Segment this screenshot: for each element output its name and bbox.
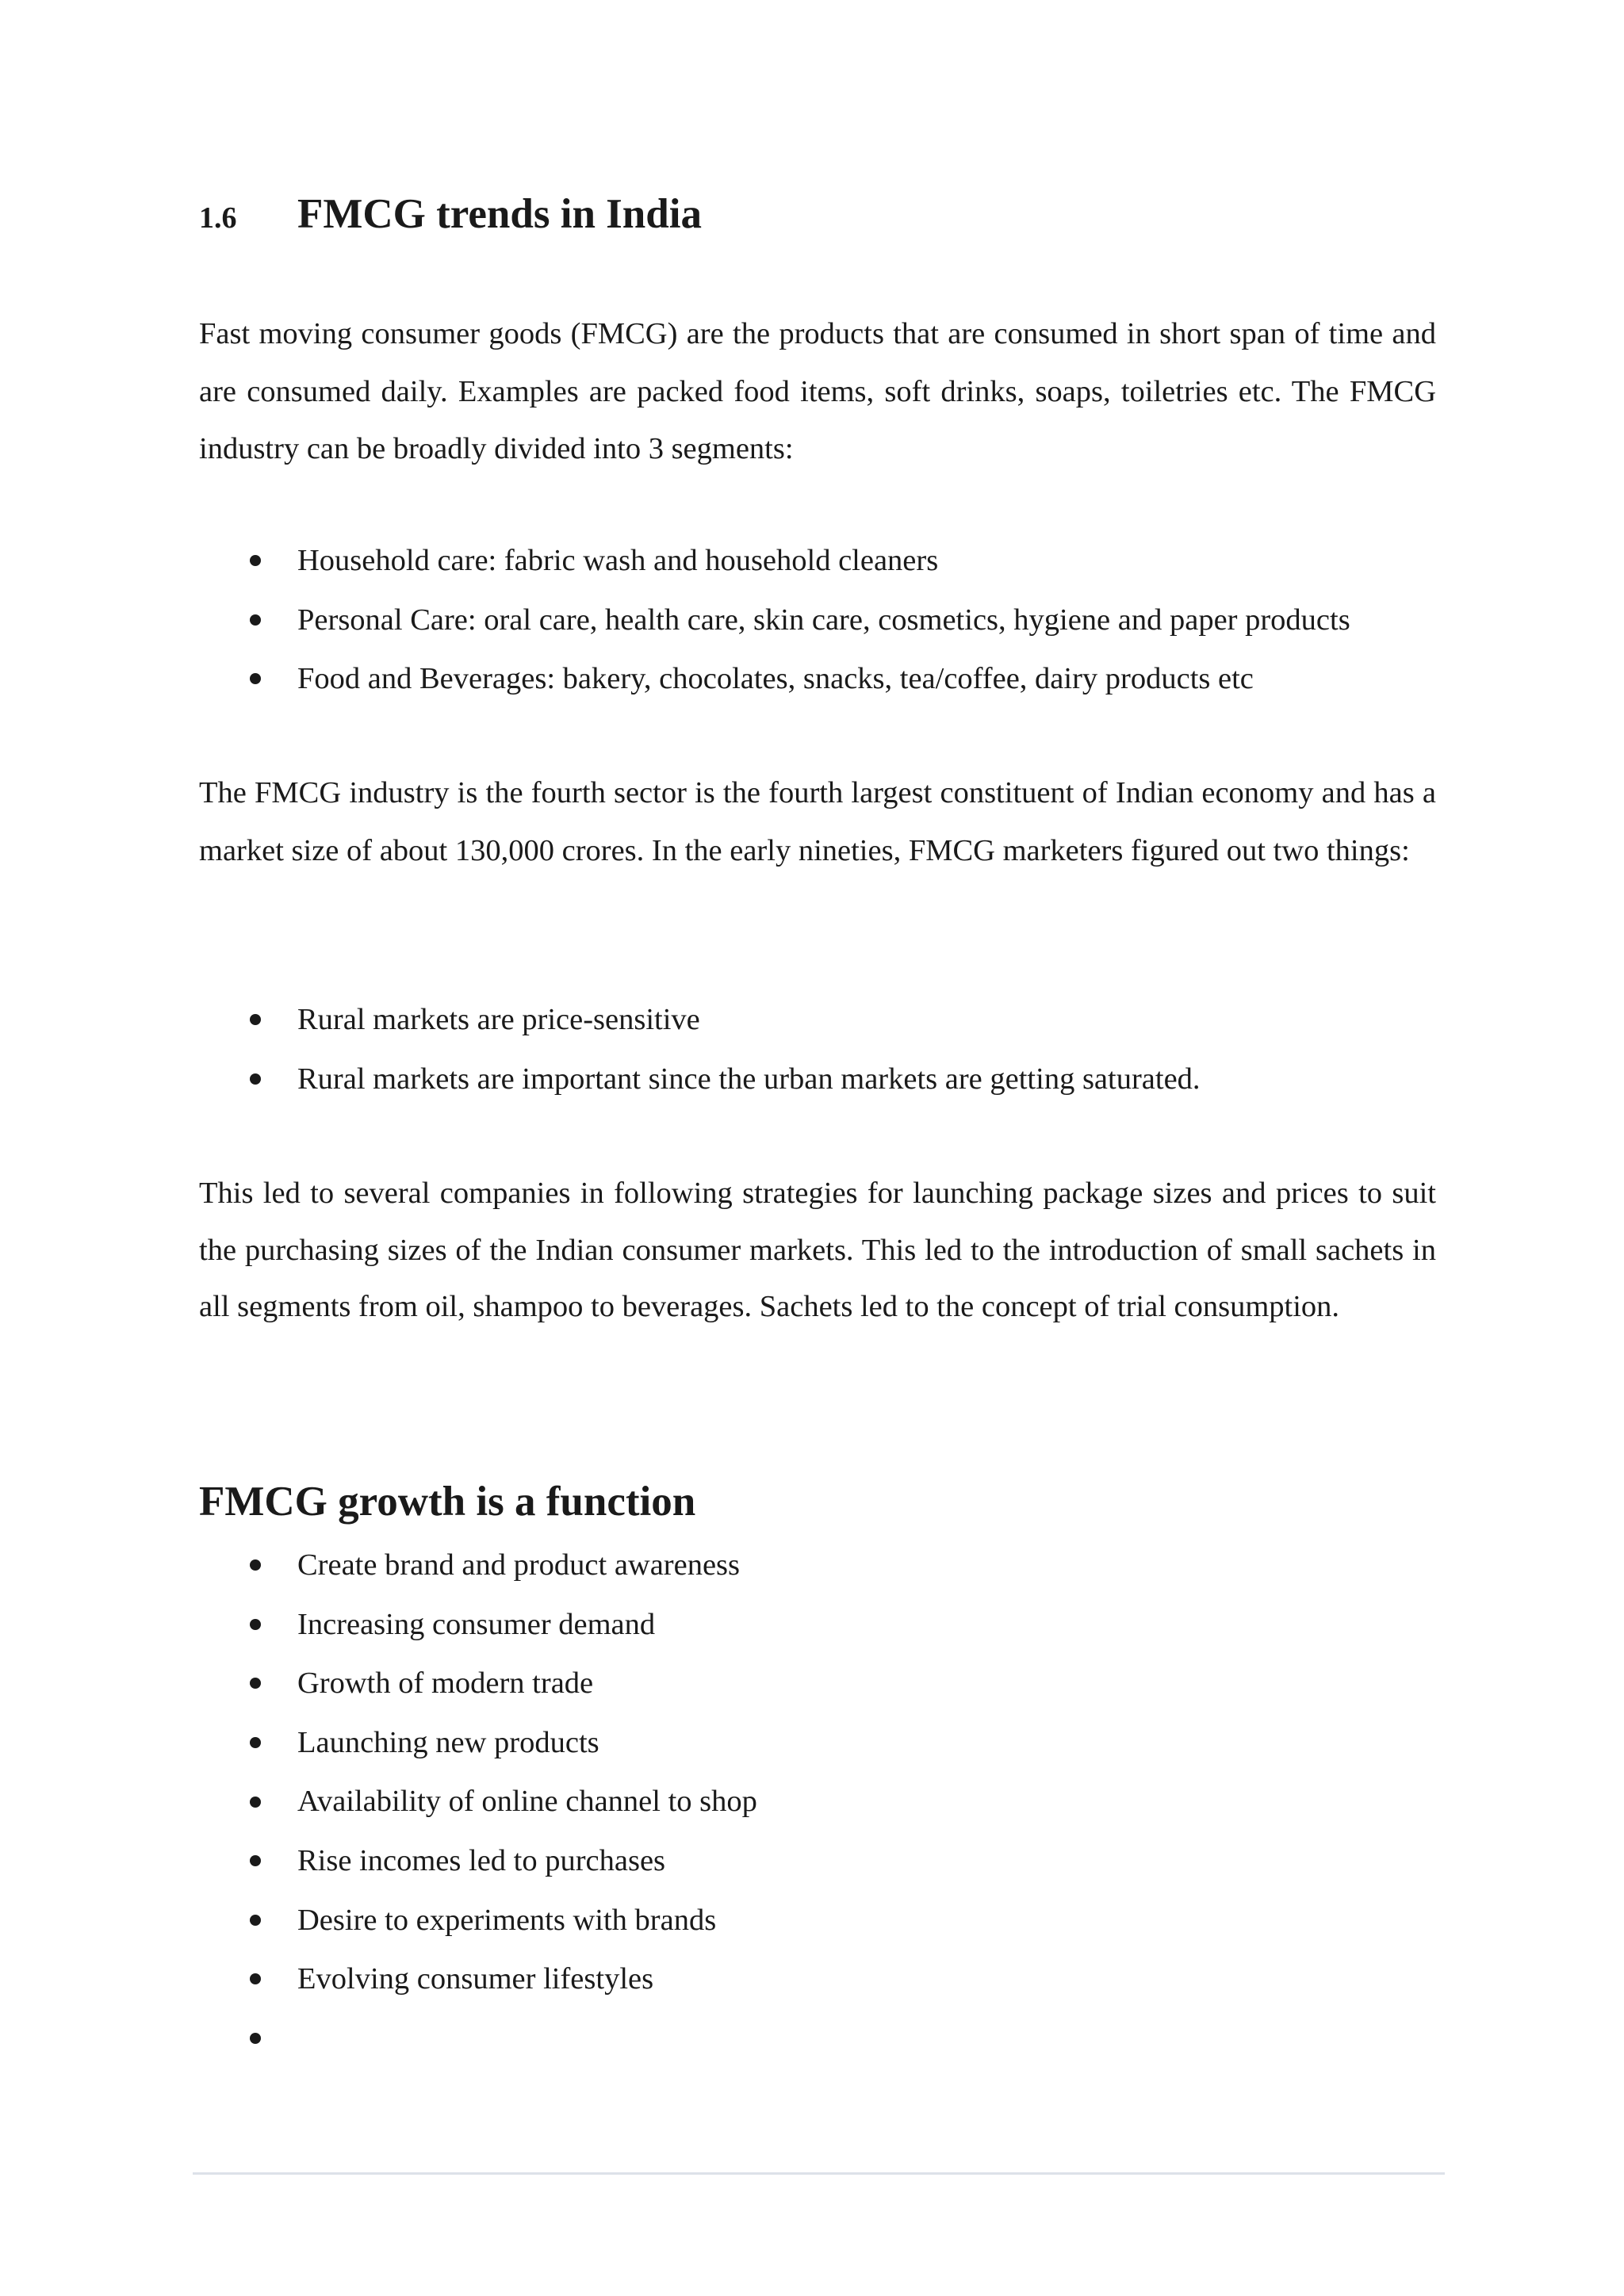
bullet-icon: [250, 1678, 261, 1689]
list-item: [199, 1654, 757, 1713]
bullet-icon: [250, 2033, 261, 2044]
bullet-icon: [250, 1797, 261, 1808]
list-item-text: Increasing consumer demand: [297, 1607, 656, 1641]
bullet-icon: [250, 1619, 261, 1630]
list-item: [199, 990, 1201, 1050]
list-item: [199, 649, 1350, 709]
list-item: [199, 1891, 757, 1950]
strategy-paragraph: This led to several companies in following strategies for launching package sizes and prices to suit the purchasing sizes of the Indian consumer markets. This led to the introduction of small sachets in all segments from oil, shampoo to beverages. Sachets led to the concept of trial consumption.: [199, 1177, 1436, 1323]
bullet-icon: [250, 1737, 261, 1748]
bullet-icon: [250, 673, 261, 684]
industry-paragraph: The FMCG industry is the fourth sector is the fourth largest constituent of Indian economy and has a market size of about 130,000 crores. In the early nineties, FMCG marketers figured out two things:: [199, 776, 1436, 867]
bullet-icon: [250, 1014, 261, 1025]
growth-heading: FMCG growth is a function: [199, 1479, 696, 1525]
list-item-text: Personal Care: oral care, health care, skin care, cosmetics, hygiene and paper products: [297, 603, 1350, 637]
list-item-text: Launching new products: [297, 1725, 599, 1759]
bullet-icon: [250, 614, 261, 626]
list-item-text: Availability of online channel to shop: [297, 1785, 757, 1819]
bullet-icon: [250, 1973, 261, 1984]
bullet-icon: [250, 1073, 261, 1085]
list-item: [199, 2009, 757, 2068]
growth-list: [199, 1536, 757, 2068]
segments-list: [199, 531, 1350, 709]
list-item: [199, 1536, 757, 1595]
bullet-icon: [250, 1855, 261, 1866]
list-item: [199, 1772, 757, 1831]
bullet-icon: [250, 555, 261, 566]
list-item-text: Rural markets are important since the urban markets are getting saturated.: [297, 1062, 1201, 1096]
list-item: [199, 1950, 757, 2009]
list-item: [199, 531, 1350, 591]
bullet-icon: [250, 1915, 261, 1926]
list-item-text: Create brand and product awareness: [297, 1548, 741, 1582]
insights-list: [199, 990, 1201, 1108]
section-heading: [199, 190, 702, 238]
list-item: [199, 1831, 757, 1891]
section-title: FMCG trends in India: [297, 191, 702, 237]
list-item-text: Rural markets are price-sensitive: [297, 1003, 700, 1036]
list-item: [199, 1595, 757, 1655]
list-item-text: Desire to experiments with brands: [297, 1903, 717, 1937]
list-item-text: Household care: fabric wash and household cleaners: [297, 544, 939, 577]
list-item-text: Evolving consumer lifestyles: [297, 1962, 654, 1996]
bullet-icon: [250, 1559, 261, 1571]
intro-paragraph: Fast moving consumer goods (FMCG) are the products that are consumed in short span of time and are consumed daily. Examples are packed food items, soft drinks, soaps, toiletries etc. The FMCG industry can be broadly divided into 3 segments:: [199, 317, 1436, 465]
list-item: [199, 591, 1350, 650]
footer-divider: [193, 2172, 1445, 2175]
list-item-text: Food and Beverages: bakery, chocolates, snacks, tea/coffee, dairy products etc: [297, 662, 1254, 695]
list-item: [199, 1713, 757, 1773]
list-item-text: Growth of modern trade: [297, 1667, 594, 1701]
list-item: [199, 1050, 1201, 1109]
list-item-text: Rise incomes led to purchases: [297, 1843, 666, 1877]
section-number: 1.6: [199, 201, 237, 235]
